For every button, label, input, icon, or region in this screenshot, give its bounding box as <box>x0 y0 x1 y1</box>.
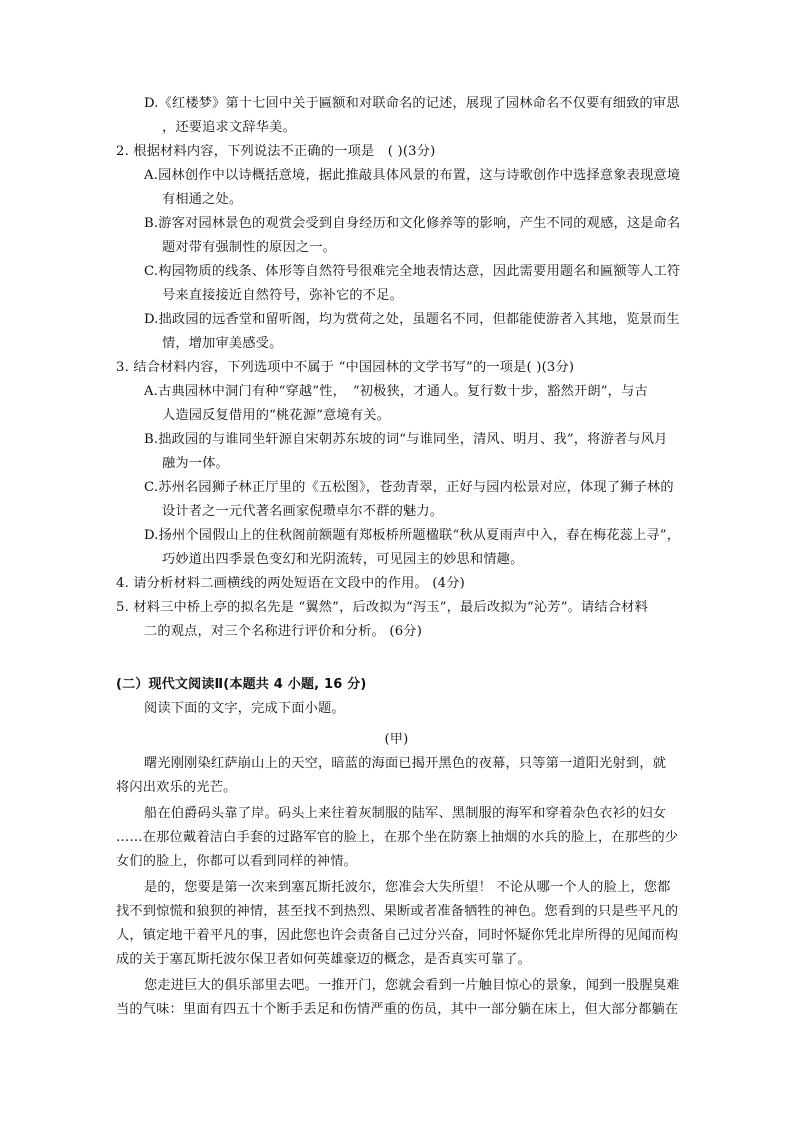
paragraph-3-line4: 成的关于塞瓦斯托波尔保卫者如何英雄豪迈的概念，是否真实可靠了。 <box>116 952 532 967</box>
paragraph-4-line2: 当的气味：里面有四五十个断手丢足和伤情严重的伤员，其中一部分躺在床上，但大部分都躺在 <box>116 1002 679 1017</box>
q2-option-a-line2: 有相通之处。 <box>162 192 243 207</box>
paragraph-2-line3: 女们的脸上，你都可以看到同样的神情。 <box>116 854 357 869</box>
q3-option-d-line2: 巧妙道出四季景色变幻和光阴流转，可见园主的妙思和情趣。 <box>162 552 524 567</box>
q3-option-b-line2: 融为一体。 <box>162 456 229 471</box>
paragraph-3-line2: 找不到惊慌和狼狈的神情，甚至找不到热烈、果断或者准备牺牲的神色。您看到的只是些平凡的 <box>116 904 679 919</box>
q1-option-d-line2: ，还要追求文辞华美。 <box>162 120 296 135</box>
q1-option-d-line1: D.《红楼梦》第十七回中关于匾额和对联命名的记述，展现了园林命名不仅要有细致的审思 <box>144 96 680 111</box>
paragraph-4-line1: 您走进巨大的俱乐部里去吧。一推开门，您就会看到一片触目惊心的景象，闻到一股腥臭难 <box>144 978 680 993</box>
q3-option-c-line1: C.苏州名园狮子林正厅里的《五松图》，苍劲青翠，正好与园内松景对应，体现了狮子林的 <box>144 480 674 495</box>
paragraph-3-line3: 人，镇定地干着平凡的事，因此您也许会责备自己过分兴奋，同时怀疑你凭北岸所得的见闻而构 <box>116 928 679 943</box>
q3-option-c-line2: 设计者之一元代著名画家倪瓒卓尔不群的魅力。 <box>162 504 444 519</box>
paragraph-1-line2: 将闪出欢乐的光芒。 <box>116 780 237 795</box>
question-2-stem: 2. 根据材料内容，下列说法不正确的一项是 ( )(3分) <box>116 144 436 159</box>
q2-option-b-line1: B.游客对园林景色的观赏会受到自身经历和文化修养等的影响，产生不同的观感，这是命名 <box>144 216 681 231</box>
section-heading: (二）现代文阅读Ⅱ(本题共 4 小题, 16 分) <box>116 677 367 692</box>
q3-option-d-line1: D.扬州个园假山上的住秋阁前额题有郑板桥所题楹联“秋从夏雨声中入，春在梅花蕊上寻”， <box>144 528 681 543</box>
q2-option-c-line1: C.构园物质的线条、体形等自然符号很难完全地表情达意，因此需要用题名和匾额等人工符 <box>144 264 681 279</box>
q3-option-a-line1: A.古典园林中洞门有种“穿越”性， “初极狭，才通人。复行数十步，豁然开朗”，与古 <box>144 384 648 399</box>
part-label: (甲) <box>384 732 409 747</box>
paragraph-3-line1: 是的，您要是第一次来到塞瓦斯托波尔，您准会大失所望！ 不论从哪一个人的脸上，您都 <box>144 880 671 895</box>
section-instruction: 阅读下面的文字，完成下面小题。 <box>144 701 345 716</box>
q3-option-b-line1: B.拙政园的与谁同坐轩源自宋朝苏东坡的词“与谁同坐，清风、明月、我”，将游者与风月 <box>144 432 668 447</box>
question-4: 4. 请分析材料二画横线的两处短语在文段中的作用。 (4分) <box>116 576 465 591</box>
paragraph-2-line1: 船在伯爵码头靠了岸。码头上来往着灰制服的陆军、黑制服的海军和穿着杂色衣衫的妇女 <box>144 806 667 821</box>
question-5-line1: 5. 材料三中桥上亭的拟名先是 “翼然”，后改拟为“泻玉”，最后改拟为“沁芳”。请结合材料 <box>116 600 648 615</box>
q2-option-d-line1: D.拙政园的远香堂和留听阁，均为赏荷之处，虽题名不同，但都能使游者入其地，览景而生 <box>144 312 680 327</box>
q3-option-a-line2: 人造园反复借用的“桃花源”意境有关。 <box>162 408 391 423</box>
q2-option-a-line1: A.园林创作中以诗概括意境，据此推敲具体风景的布置，这与诗歌创作中选择意象表现意境 <box>144 168 681 183</box>
question-3-stem: 3. 结合材料内容，下列选项中不属于 “中国园林的文学书写”的一项是( )(3分) <box>116 360 575 375</box>
question-5-line2: 二的观点，对三个名称进行评价和分析。 (6分) <box>144 624 423 639</box>
q2-option-c-line2: 号来直接接近自然符号，弥补它的不足。 <box>162 288 403 303</box>
paragraph-1-line1: 曙光刚刚染红萨崩山上的天空，暗蓝的海面已揭开黑色的夜幕，只等第一道阳光射到，就 <box>144 756 667 771</box>
q2-option-b-line2: 题对带有强制性的原因之一。 <box>162 240 337 255</box>
paragraph-2-line2: ……在那位戴着洁白手套的过路军官的脸上，在那个坐在防寨上抽烟的水兵的脸上，在那些的少 <box>116 830 679 845</box>
q2-option-d-line2: 情，增加审美感受。 <box>162 336 283 351</box>
